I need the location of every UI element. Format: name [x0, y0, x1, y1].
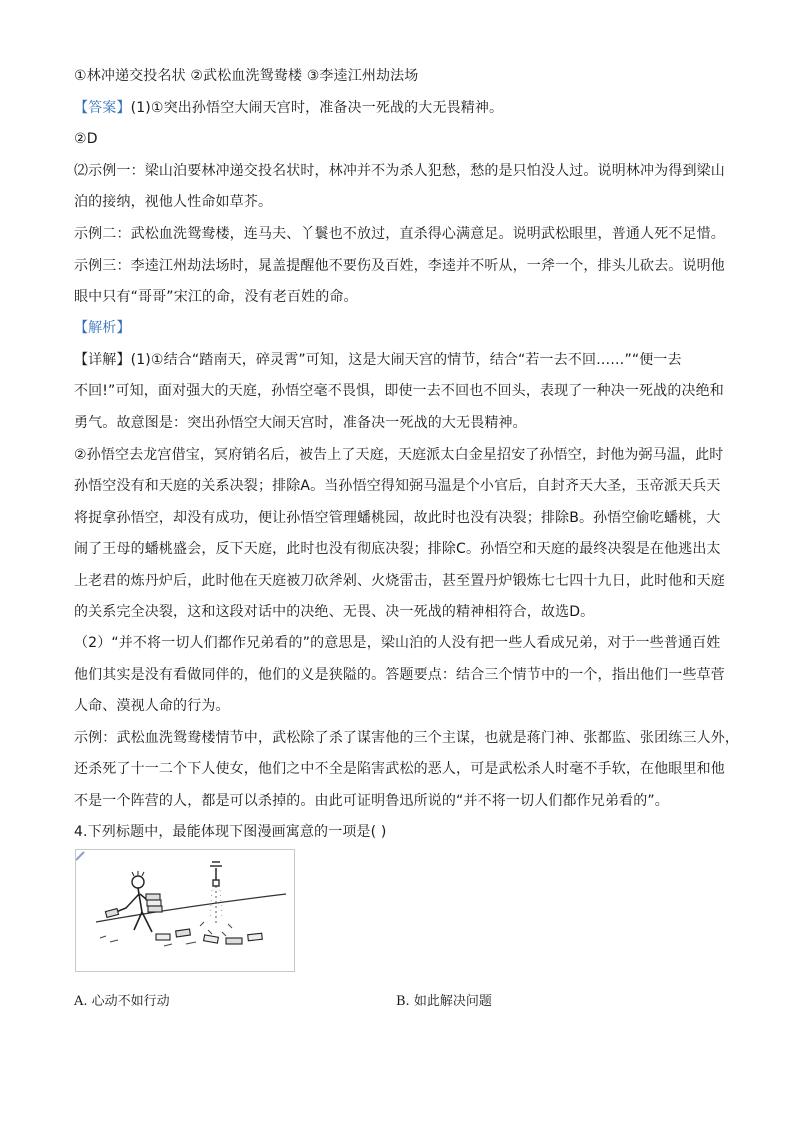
text-line: 人命、漠视人命的行为。: [74, 698, 230, 714]
text-line: 泊的接纳，视他人性命如草芥。: [74, 194, 273, 210]
text-line: ②孙悟空去龙宫借宝，冥府销名后，被告上了天庭，天庭派太白金星招安了孙悟空，封他为弼马温，此时: [74, 447, 724, 463]
text-line: ⑵示例一：梁山泊要林冲递交投名状时，林冲并不为杀人犯愁，愁的是只怕没人过。说明林冲为得到梁山: [74, 163, 725, 179]
detail-line: 【详解】(1)①结合“踏南天，碎灵霄”可知，这是大闹天宫的情节，结合“若一去不回……”“便一去: [74, 352, 682, 368]
text-line: 眼中只有“哥哥”宋江的命，没有老百姓的命。: [74, 289, 358, 305]
text-line: ②D: [74, 131, 98, 147]
text-line: 闹了王母的蟠桃盛会，反下天庭，此时也没有彻底决裂；排除C。孙悟空和天庭的最终决裂是在他逃出太: [74, 541, 721, 557]
cartoon-image: [75, 849, 295, 972]
text-line: 示例：武松血洗鸳鸯楼情节中，武松除了杀了谋害他的三个主谋，也就是蒋门神、张都监、张团练三人外，: [74, 730, 740, 746]
text-line: 他们其实是没有看做同伴的，他们的义是狭隘的。答题要点：结合三个情节中的一个，指出他们一些草菅: [74, 667, 725, 683]
text-line: 孙悟空没有和天庭的关系决裂；排除A。当孙悟空得知弼马温是个小官后，自封齐天大圣，玉帝派天兵天: [74, 478, 721, 494]
text-line: 示例三：李逵江州劫法场时，晁盖提醒他不要伤及百姓，李逵并不听从，一斧一个，排头儿砍去。说明他: [74, 258, 725, 274]
text-line: 将捉拿孙悟空，却没有成功，便让孙悟空管理蟠桃园，故此时也没有决裂；排除B。孙悟空偷吃蟠桃，大: [74, 510, 721, 526]
text-line: 的关系完全决裂，这和这段对话中的决绝、无畏、决一死战的精神相符合，故选D。: [74, 604, 595, 620]
text-line: （2）“并不将一切人们都作兄弟看的”的意思是，梁山泊的人没有把一些人看成兄弟，对于一些普通百姓: [74, 635, 721, 651]
answer-tag: 【答案】: [74, 100, 131, 116]
text-line: ①林冲递交投名状 ②武松血洗鸳鸯楼 ③李逵江州劫法场: [74, 68, 419, 84]
analysis-tag: 【解析】: [74, 320, 131, 336]
text-line: 不回!”可知，面对强大的天庭，孙悟空毫不畏惧，即使一去不回也不回头，表现了一种决一死战的决绝和: [74, 383, 724, 399]
answer-line: 【答案】(1)①突出孙悟空大闹天宫时，准备决一死战的大无畏精神。: [74, 100, 504, 116]
option-a[interactable]: A. 心动不如行动: [74, 994, 170, 1009]
option-b[interactable]: B. 如此解决问题: [396, 994, 492, 1009]
analysis-line: [74, 318, 724, 338]
text-line: 示例二：武松血洗鸳鸯楼，连马夫、丫鬟也不放过，直杀得心满意足。说明武松眼里，普通人死不足惜。: [74, 226, 725, 242]
question-line: 4.下列标题中，最能体现下图漫画寓意的一项是( ): [74, 824, 387, 840]
text-line: 不是一个阵营的人，都是可以杀掉的。由此可证明鲁迅所说的“并不将一切人们都作兄弟看的”。: [74, 793, 669, 809]
text-line: 勇气。故意图是：突出孙悟空大闹天宫时，准备决一死战的大无畏精神。: [74, 415, 527, 431]
text-line: 还杀死了十一二个下人使女，他们之中不全是陷害武松的恶人，可是武松杀人时毫不手软，在他眼里和他: [74, 761, 725, 777]
cartoon-drawing: [76, 850, 294, 971]
detail-tag: 【详解】: [74, 352, 131, 368]
text-line: 上老君的炼丹炉后，此时他在天庭被刀砍斧剁、火烧雷击，甚至置丹炉锻炼七七四十九日，此时他和天庭: [74, 573, 725, 589]
